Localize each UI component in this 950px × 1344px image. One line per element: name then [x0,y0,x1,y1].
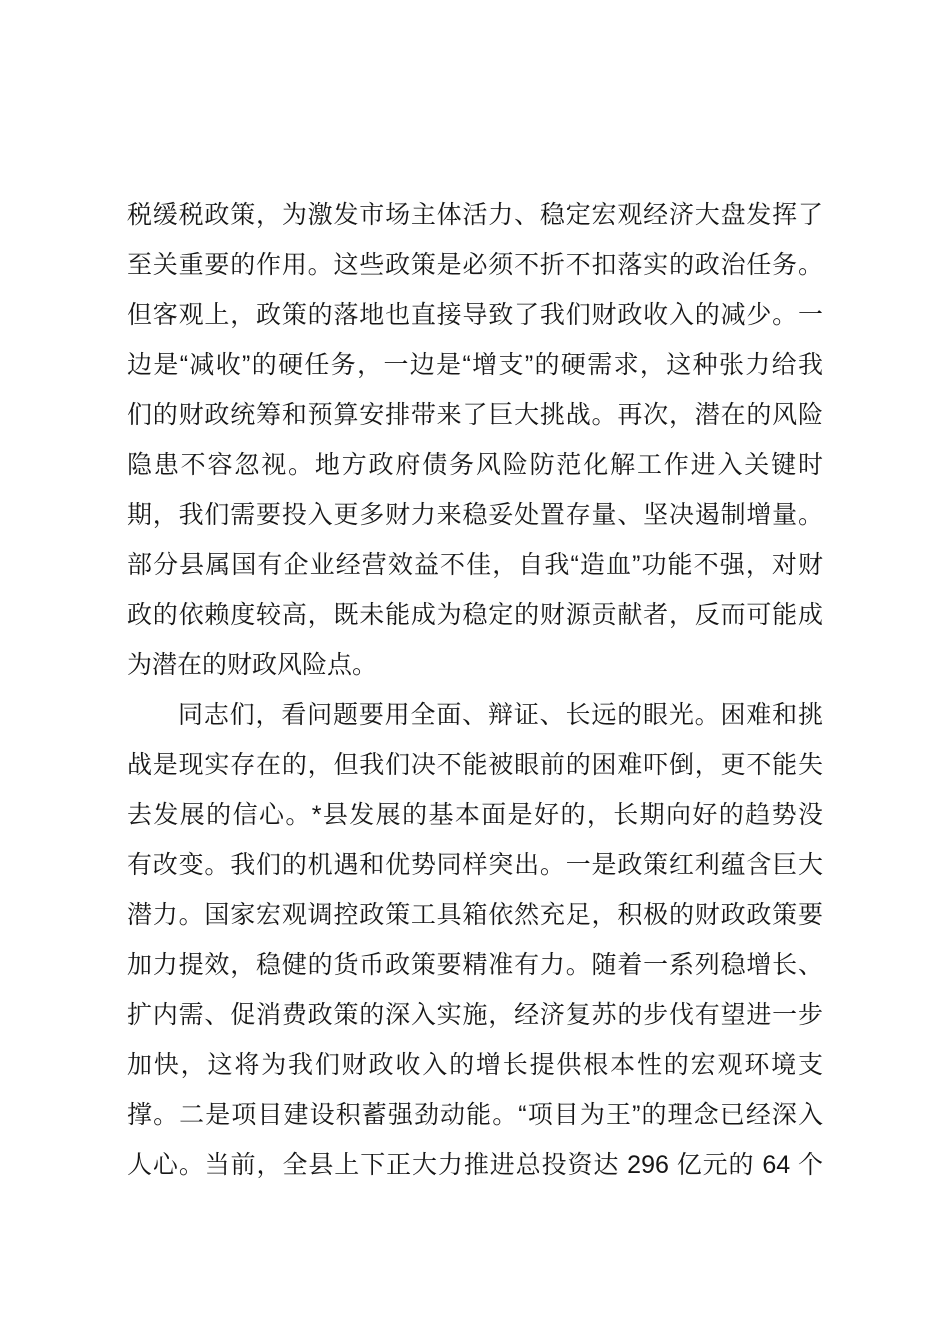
text-line: 去发展的信心。*县发展的基本面是好的，长期向好的趋势没 [127,801,823,829]
text-line: 人心。当前，全县上下正大力推进总投资达 296 亿元的 64 个 [127,1151,823,1179]
text-line: 加快，这将为我们财政收入的增长提供根本性的宏观环境支 [127,1051,823,1079]
text-line: 加力提效，稳健的货币政策要精准有力。随着一系列稳增长、 [127,951,823,979]
text-line: 至关重要的作用。这些政策是必须不折不扣落实的政治任务。 [127,251,823,279]
text-line-paragraph-end: 为潜在的财政风险点。 [127,651,378,679]
text-line: 们的财政统筹和预算安排带来了巨大挑战。再次，潜在的风险 [127,401,823,429]
text-line: 战是现实存在的，但我们决不能被眼前的困难吓倒，更不能失 [127,751,823,779]
text-line: 隐患不容忽视。地方政府债务风险防范化解工作进入关键时 [127,451,823,479]
text-line: 但客观上，政策的落地也直接导致了我们财政收入的减少。一 [127,301,823,329]
text-line: 政的依赖度较高，既未能成为稳定的财源贡献者，反而可能成 [127,601,823,629]
document-text [127,190,823,1190]
text-line: 部分县属国有企业经营效益不佳，自我“造血”功能不强，对财 [127,551,823,579]
text-line: 撑。二是项目建设积蓄强劲动能。“项目为王”的理念已经深入 [127,1101,823,1129]
text-line: 边是“减收”的硬任务，一边是“增支”的硬需求，这种张力给我 [127,351,823,379]
text-line: 扩内需、促消费政策的深入实施，经济复苏的步伐有望进一步 [127,1001,823,1029]
text-line: 税缓税政策，为激发市场主体活力、稳定宏观经济大盘发挥了 [127,201,823,229]
text-line: 期，我们需要投入更多财力来稳妥处置存量、坚决遏制增量。 [127,501,823,529]
text-line: 潜力。国家宏观调控政策工具箱依然充足，积极的财政政策要 [127,901,823,929]
text-line-paragraph-start: 同志们，看问题要用全面、辩证、长远的眼光。困难和挑 [178,701,823,729]
text-line: 有改变。我们的机遇和优势同样突出。一是政策红利蕴含巨大 [127,851,823,879]
